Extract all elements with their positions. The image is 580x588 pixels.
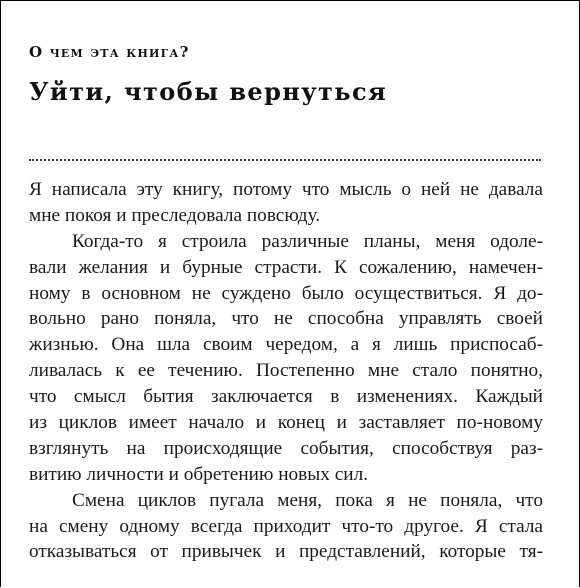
section-kicker: О чем эта книга? (29, 43, 190, 61)
text-line: из циклов имеет начало и конец и заставляет по-новому (29, 412, 543, 434)
text-line: вольно рано поняла, что не способна управлять своей (29, 308, 543, 330)
body-text (29, 177, 543, 565)
text-line: мне покоя и преследовала повсюду. (29, 204, 321, 226)
dotted-divider (29, 159, 541, 161)
text-line: ливалась к ее течению. Постепенно мне стало понятно, (29, 360, 543, 382)
chapter-title: Уйти, чтобы вернуться (29, 77, 388, 106)
text-line: Когда-то я строила различные планы, меня одоле- (72, 230, 543, 252)
text-line: отказываться от привычек и представлений, которые тя- (29, 541, 543, 563)
text-line: взглянуть на происходящие события, способствуя раз- (29, 437, 543, 459)
text-line: вали желания и бурные страсти. К сожалению, намечен- (29, 256, 543, 278)
text-line: витию личности и обретению новых сил. (29, 463, 369, 485)
text-line: что смысл бытия заключается в изменениях. Каждый (29, 386, 543, 408)
text-line: ному в основном не суждено было осуществиться. Я до- (29, 282, 543, 304)
text-line: Я написала эту книгу, потому что мысль о ней не давала (29, 179, 543, 200)
text-line: на смену одному всегда приходит что-то другое. Я стала (29, 515, 543, 537)
text-line: жизнью. Она шла своим чередом, а я лишь приспосаб- (29, 334, 543, 356)
text-line: Смена циклов пугала меня, пока я не поняла, что (72, 489, 543, 511)
